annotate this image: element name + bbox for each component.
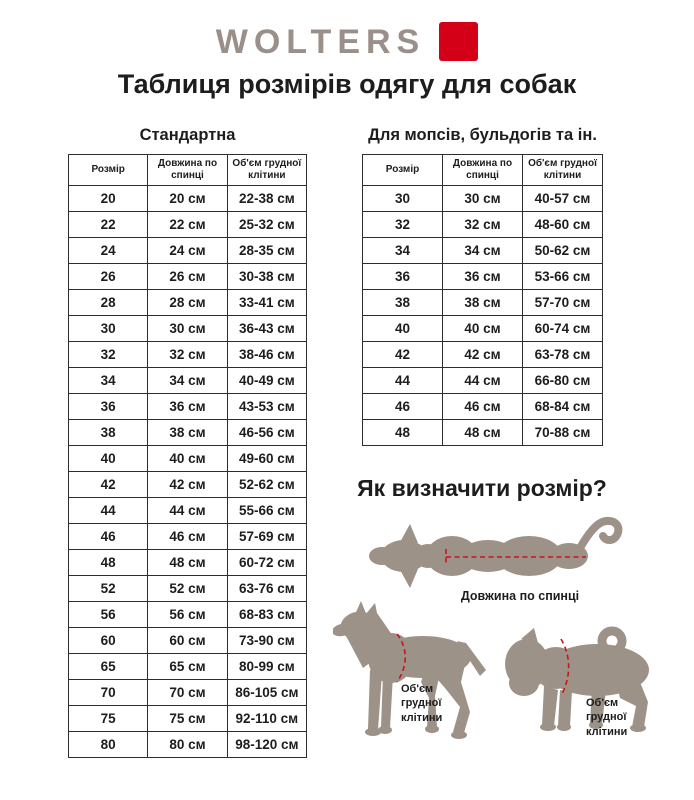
size-row	[363, 342, 603, 368]
size-row	[69, 290, 307, 316]
size-cell: 32 см	[443, 212, 523, 238]
size-cell: 36 см	[148, 394, 227, 420]
size-cell: 42	[69, 472, 148, 498]
size-cell: 63-78 см	[523, 342, 603, 368]
size-cell: 48 см	[148, 550, 227, 576]
dog-front-leg	[558, 690, 572, 726]
size-cell: 65	[69, 654, 148, 680]
size-cell: 46	[69, 524, 148, 550]
column-header: Розмір	[363, 155, 443, 186]
size-row	[363, 394, 603, 420]
size-cell: 44	[363, 368, 443, 394]
size-cell: 44 см	[443, 368, 523, 394]
size-cell: 46-56 см	[227, 420, 306, 446]
size-row	[363, 264, 603, 290]
size-cell: 38	[363, 290, 443, 316]
header-row	[69, 155, 307, 186]
size-cell: 57-69 см	[227, 524, 306, 550]
chest-label-line: Об'єм	[401, 683, 434, 695]
size-cell: 40 см	[443, 316, 523, 342]
chest-label-line: грудної	[401, 697, 442, 710]
dog-paw	[630, 724, 646, 732]
size-row	[69, 602, 307, 628]
size-cell: 73-90 см	[227, 628, 306, 654]
size-cell: 40-57 см	[523, 186, 603, 212]
size-row	[363, 238, 603, 264]
size-cell: 43-53 см	[227, 394, 306, 420]
size-cell: 24 см	[148, 238, 227, 264]
chest-volume-label	[586, 696, 627, 739]
size-cell: 36 см	[443, 264, 523, 290]
size-row	[363, 368, 603, 394]
size-cell: 20 см	[148, 186, 227, 212]
bulldog-size-table	[362, 154, 603, 446]
size-cell: 48-60 см	[523, 212, 603, 238]
size-row	[69, 550, 307, 576]
size-cell: 50-62 см	[523, 238, 603, 264]
chest-label-line: Об'єм	[586, 697, 619, 709]
size-cell: 22	[69, 212, 148, 238]
size-cell: 36	[363, 264, 443, 290]
size-row	[69, 264, 307, 290]
size-cell: 65 см	[148, 654, 227, 680]
size-cell: 44 см	[148, 498, 227, 524]
size-row	[363, 290, 603, 316]
dog-side-view-silhouette	[333, 600, 487, 752]
size-cell: 38	[69, 420, 148, 446]
size-cell: 46 см	[148, 524, 227, 550]
standard-size-table	[68, 154, 307, 758]
chest-label-line: клітини	[586, 725, 628, 738]
size-cell: 36	[69, 394, 148, 420]
dog-curled-tail	[602, 631, 622, 651]
size-cell: 46	[363, 394, 443, 420]
size-cell: 70 см	[148, 680, 227, 706]
size-cell: 86-105 см	[227, 680, 306, 706]
column-header: Об'єм грудної клітини	[227, 155, 306, 186]
size-cell: 40-49 см	[227, 368, 306, 394]
size-cell: 70-88 см	[523, 420, 603, 446]
size-cell: 48	[69, 550, 148, 576]
dog-paw	[425, 725, 439, 733]
dog-ear	[399, 524, 418, 544]
size-cell: 42 см	[443, 342, 523, 368]
chest-volume-label	[401, 682, 442, 725]
size-cell: 49-60 см	[227, 446, 306, 472]
size-cell: 92-110 см	[227, 706, 306, 732]
bulldog-side-view-silhouette	[504, 626, 662, 736]
size-cell: 66-80 см	[523, 368, 603, 394]
size-cell: 52-62 см	[227, 472, 306, 498]
size-row	[69, 706, 307, 732]
size-row	[363, 212, 603, 238]
size-row	[69, 680, 307, 706]
standard-table-head	[69, 155, 307, 186]
size-cell: 34	[69, 368, 148, 394]
dog-top-view-silhouette	[366, 512, 628, 596]
size-cell: 68-84 см	[523, 394, 603, 420]
size-row	[69, 732, 307, 758]
standard-table-body	[69, 186, 307, 758]
size-cell: 30	[69, 316, 148, 342]
chest-label-line: грудної	[586, 711, 627, 724]
bulldog-table-head	[363, 155, 603, 186]
size-cell: 48 см	[443, 420, 523, 446]
size-cell: 60-72 см	[227, 550, 306, 576]
size-cell: 38 см	[443, 290, 523, 316]
size-cell: 98-120 см	[227, 732, 306, 758]
size-cell: 46 см	[443, 394, 523, 420]
size-cell: 28 см	[148, 290, 227, 316]
size-row	[363, 186, 603, 212]
dog-tail	[580, 521, 618, 548]
size-cell: 80 см	[148, 732, 227, 758]
size-cell: 30	[363, 186, 443, 212]
size-row	[69, 576, 307, 602]
dog-front-leg	[542, 686, 558, 726]
back-length-label: Довжина по спинці	[460, 589, 580, 603]
size-cell: 30 см	[148, 316, 227, 342]
size-row	[69, 420, 307, 446]
size-cell: 60	[69, 628, 148, 654]
size-row	[69, 498, 307, 524]
dog-front-leg	[368, 670, 382, 730]
dog-ear	[399, 568, 418, 588]
size-cell: 25-32 см	[227, 212, 306, 238]
dog-paw	[557, 723, 571, 731]
size-cell: 55-66 см	[227, 498, 306, 524]
size-cell: 57-70 см	[523, 290, 603, 316]
how-to-measure-heading: Як визначити розмір?	[357, 475, 607, 501]
size-row	[69, 446, 307, 472]
size-cell: 22 см	[148, 212, 227, 238]
size-cell: 20	[69, 186, 148, 212]
size-row	[69, 316, 307, 342]
size-row	[363, 420, 603, 446]
size-cell: 60-74 см	[523, 316, 603, 342]
size-cell: 38 см	[148, 420, 227, 446]
size-row	[363, 316, 603, 342]
size-cell: 42	[363, 342, 443, 368]
size-row	[69, 212, 307, 238]
size-cell: 63-76 см	[227, 576, 306, 602]
dog-paw	[540, 723, 556, 731]
size-row	[69, 472, 307, 498]
chest-label-line: клітини	[401, 711, 443, 724]
size-cell: 26 см	[148, 264, 227, 290]
size-cell: 32	[69, 342, 148, 368]
size-cell: 56	[69, 602, 148, 628]
size-cell: 30-38 см	[227, 264, 306, 290]
column-header: Довжина по спинці	[148, 155, 227, 186]
dog-front-leg	[381, 674, 393, 728]
size-cell: 48	[363, 420, 443, 446]
standard-sizes-section	[68, 126, 307, 758]
size-row	[69, 654, 307, 680]
bulldog-table-title: Для мопсів, бульдогів та ін.	[368, 126, 597, 144]
dog-paw	[451, 731, 467, 739]
size-cell: 75	[69, 706, 148, 732]
size-cell: 28	[69, 290, 148, 316]
column-header: Розмір	[69, 155, 148, 186]
size-row	[69, 394, 307, 420]
size-row	[69, 186, 307, 212]
size-row	[69, 238, 307, 264]
size-cell: 28-35 см	[227, 238, 306, 264]
size-cell: 26	[69, 264, 148, 290]
size-cell: 56 см	[148, 602, 227, 628]
size-cell: 80	[69, 732, 148, 758]
bulldog-sizes-section	[362, 126, 603, 446]
size-cell: 52 см	[148, 576, 227, 602]
size-row	[69, 524, 307, 550]
size-cell: 36-43 см	[227, 316, 306, 342]
size-cell: 24	[69, 238, 148, 264]
size-cell: 32 см	[148, 342, 227, 368]
size-cell: 22-38 см	[227, 186, 306, 212]
size-cell: 75 см	[148, 706, 227, 732]
size-cell: 40	[363, 316, 443, 342]
column-header: Довжина по спинці	[443, 155, 523, 186]
size-cell: 70	[69, 680, 148, 706]
size-cell: 60 см	[148, 628, 227, 654]
bulldog-table-body	[363, 186, 603, 446]
dog-paw	[378, 726, 392, 734]
size-row	[69, 368, 307, 394]
size-cell: 40 см	[148, 446, 227, 472]
size-cell: 80-99 см	[227, 654, 306, 680]
size-cell: 53-66 см	[523, 264, 603, 290]
size-cell: 52	[69, 576, 148, 602]
size-cell: 42 см	[148, 472, 227, 498]
standard-table-title: Стандартна	[139, 126, 236, 144]
size-cell: 34 см	[443, 238, 523, 264]
brand-logo-text: WOLTERS	[215, 22, 426, 61]
size-row	[69, 342, 307, 368]
size-cell: 33-41 см	[227, 290, 306, 316]
size-cell: 44	[69, 498, 148, 524]
size-cell: 40	[69, 446, 148, 472]
column-header: Об'єм грудної клітини	[523, 155, 603, 186]
brand-red-square-icon	[439, 22, 478, 61]
size-cell: 68-83 см	[227, 602, 306, 628]
page-title: Таблиця розмірів одягу для собак	[117, 69, 577, 99]
size-cell: 34 см	[148, 368, 227, 394]
size-cell: 32	[363, 212, 443, 238]
size-cell: 30 см	[443, 186, 523, 212]
size-cell: 34	[363, 238, 443, 264]
size-cell: 38-46 см	[227, 342, 306, 368]
brand-logo	[0, 22, 694, 61]
size-row	[69, 628, 307, 654]
header-row	[363, 155, 603, 186]
